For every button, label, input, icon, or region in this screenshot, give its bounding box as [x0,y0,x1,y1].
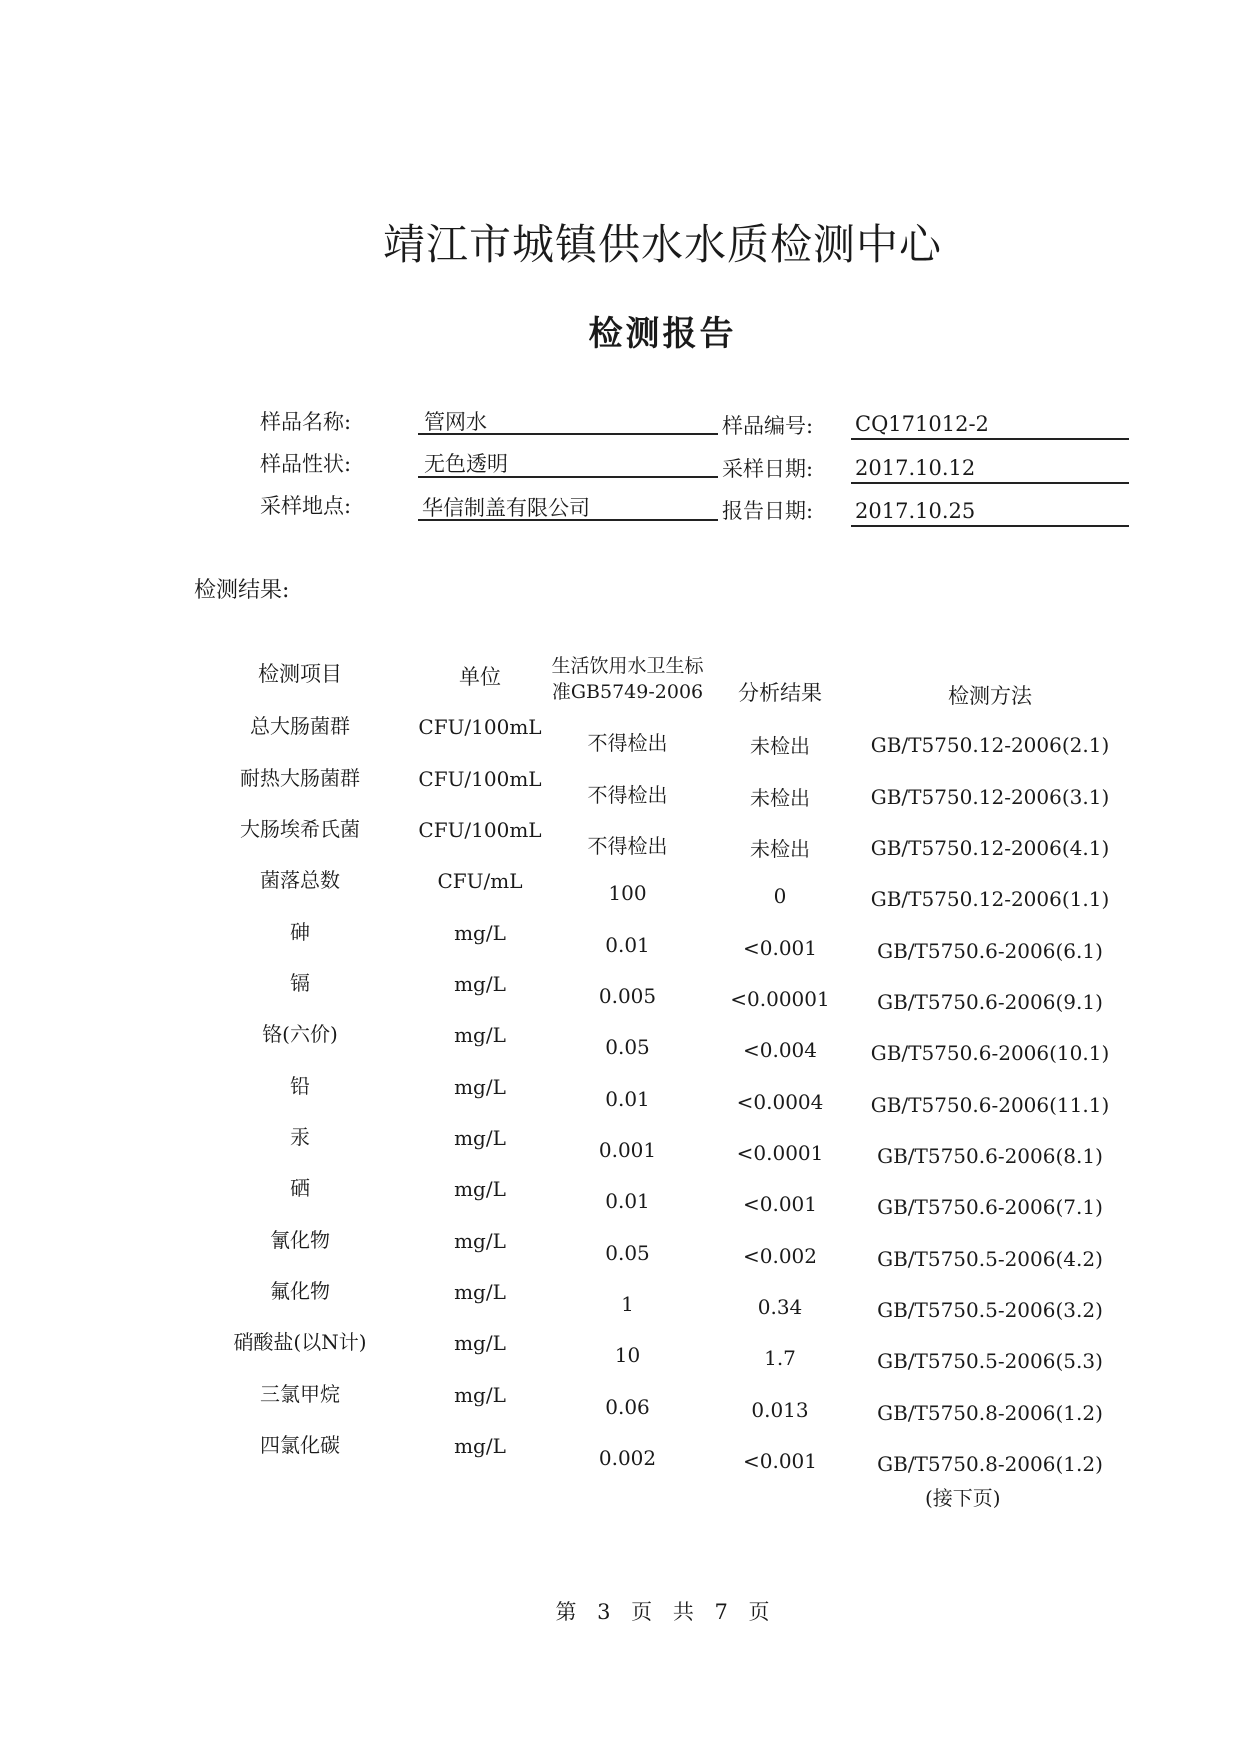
cell-item: 四氯化碳 [260,1433,340,1457]
cell-method: GB/T5750.6-2006(7.1) [877,1195,1103,1219]
cell-result: 0.013 [751,1398,809,1422]
header-item: 检测项目 [258,662,342,686]
sample-no-underline [851,438,1129,440]
cell-item: 氰化物 [270,1228,330,1252]
report-title: 检测报告 [588,314,737,354]
cell-unit: mg/L [454,1383,506,1407]
continued-note: (接下页) [925,1486,1001,1510]
cell-result: <0.004 [742,1038,817,1062]
cell-result: 未检出 [750,837,810,861]
cell-result: <0.001 [742,936,817,960]
cell-item: 铬(六价) [262,1022,338,1046]
sampling-date-underline [851,482,1129,484]
sampling-site-value: 华信制盖有限公司 [422,496,590,520]
sample-name-value: 管网水 [424,410,487,434]
cell-result: 未检出 [750,786,810,810]
cell-method: GB/T5750.5-2006(5.3) [877,1349,1103,1373]
cell-standard: 0.01 [605,1189,650,1213]
organization-title: 靖江市城镇供水水质检测中心 [382,220,942,269]
sampling-site-label: 采样地点: [260,494,352,518]
cell-item: 砷 [290,920,310,944]
sampling-date-value: 2017.10.12 [855,456,976,480]
cell-method: GB/T5750.6-2006(10.1) [870,1041,1110,1065]
cell-result: <0.001 [742,1449,817,1473]
cell-result: <0.00001 [730,987,830,1011]
sample-name-label: 样品名称: [260,410,352,434]
header-method: 检测方法 [948,684,1032,708]
cell-method: GB/T5750.5-2006(3.2) [877,1298,1103,1322]
cell-standard: 0.01 [605,933,650,957]
cell-method: GB/T5750.12-2006(4.1) [870,836,1110,860]
cell-result: 1.7 [764,1346,796,1370]
header-unit: 单位 [459,665,501,689]
cell-result: <0.0001 [736,1141,824,1165]
cell-result: 未检出 [750,734,810,758]
cell-method: GB/T5750.6-2006(8.1) [877,1144,1103,1168]
cell-unit: CFU/100mL [418,767,542,791]
cell-unit: mg/L [454,1075,506,1099]
report-date-label: 报告日期: [722,499,814,523]
cell-result: 0 [773,884,787,908]
cell-standard: 0.001 [598,1138,657,1162]
cell-item: 三氯甲烷 [260,1382,340,1406]
cell-unit: CFU/100mL [418,715,542,739]
sample-no-value: CQ171012-2 [855,412,989,436]
report-date-value: 2017.10.25 [855,499,976,523]
report-date-underline [851,525,1129,527]
cell-method: GB/T5750.12-2006(1.1) [870,887,1110,911]
cell-item: 汞 [290,1125,310,1149]
cell-method: GB/T5750.6-2006(9.1) [877,990,1103,1014]
header-standard-line2: 准GB5749-2006 [551,681,704,703]
cell-method: GB/T5750.6-2006(6.1) [877,939,1103,963]
cell-unit: mg/L [454,1177,506,1201]
cell-method: GB/T5750.6-2006(11.1) [870,1093,1110,1117]
cell-unit: CFU/mL [437,869,523,893]
cell-method: GB/T5750.8-2006(1.2) [877,1401,1103,1425]
cell-unit: mg/L [454,1023,506,1047]
cell-standard: 0.05 [605,1241,650,1265]
cell-result: <0.001 [742,1192,817,1216]
sample-no-label: 样品编号: [722,414,814,438]
cell-standard: 0.002 [598,1446,657,1470]
cell-unit: mg/L [454,921,506,945]
cell-unit: mg/L [454,1434,506,1458]
cell-method: GB/T5750.8-2006(1.2) [877,1452,1103,1476]
cell-standard: 0.01 [605,1087,650,1111]
cell-item: 铅 [290,1074,310,1098]
cell-standard: 0.06 [605,1395,650,1419]
cell-item: 总大肠菌群 [250,714,350,738]
cell-standard: 10 [614,1343,641,1367]
header-standard-line1: 生活饮用水卫生标 [551,655,704,677]
cell-method: GB/T5750.5-2006(4.2) [877,1247,1103,1271]
sample-state-label: 样品性状: [260,452,352,476]
cell-item: 耐热大肠菌群 [240,766,360,790]
cell-standard: 不得检出 [587,834,668,858]
cell-standard: 0.05 [605,1035,650,1059]
cell-unit: mg/L [454,1229,506,1253]
results-heading: 检测结果: [194,578,290,603]
cell-unit: mg/L [454,972,506,996]
cell-item: 硝酸盐(以N计) [233,1330,367,1354]
cell-standard: 不得检出 [587,731,668,755]
page-number-footer: 第 3 页 共 7 页 [555,1600,770,1624]
cell-item: 氟化物 [270,1279,330,1303]
cell-standard: 1 [621,1292,634,1316]
cell-method: GB/T5750.12-2006(2.1) [870,733,1110,757]
cell-standard: 不得检出 [587,783,668,807]
cell-result: <0.002 [742,1244,817,1268]
cell-result: 0.34 [757,1295,803,1319]
cell-standard: 0.005 [598,984,657,1008]
cell-unit: mg/L [454,1280,506,1304]
cell-unit: mg/L [454,1126,506,1150]
cell-item: 大肠埃希氏菌 [240,817,360,841]
cell-result: <0.0004 [736,1090,824,1114]
cell-unit: mg/L [454,1331,506,1355]
cell-item: 菌落总数 [260,868,340,892]
sample-name-underline [418,433,718,435]
cell-item: 镉 [290,971,310,995]
cell-item: 硒 [290,1176,310,1200]
cell-method: GB/T5750.12-2006(3.1) [870,785,1110,809]
sample-state-underline [418,476,718,478]
sample-state-value: 无色透明 [424,452,508,476]
sampling-site-underline [418,519,718,521]
cell-standard: 100 [608,881,647,905]
header-result: 分析结果 [738,681,822,705]
cell-unit: CFU/100mL [418,818,542,842]
sampling-date-label: 采样日期: [722,457,814,481]
